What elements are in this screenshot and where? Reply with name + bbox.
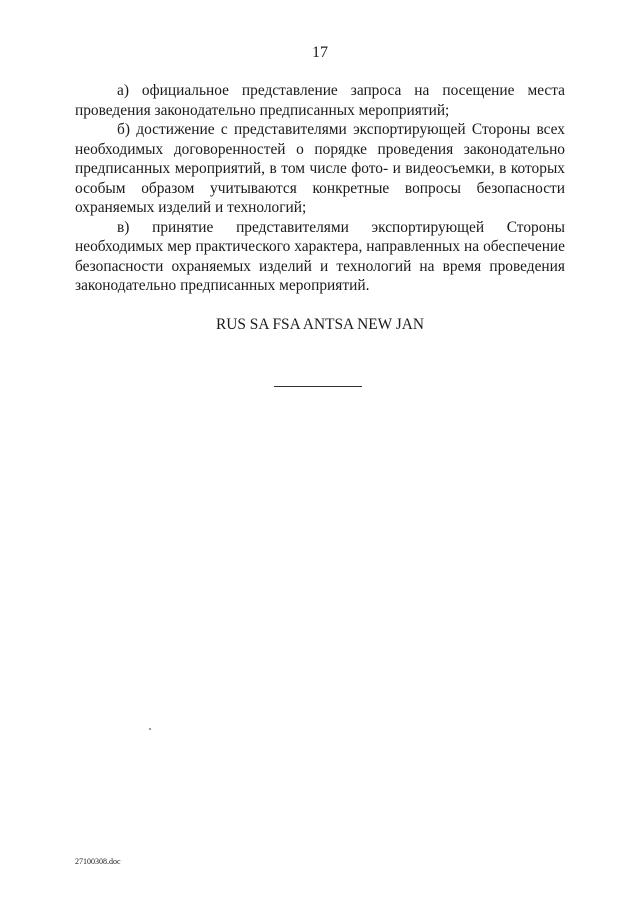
scan-speck [149,728,151,730]
paragraph-c: в) принятие представителями экспортирующей Стороны необходимых мер практического характера, направленных на обеспечение безопасности охраняемых изделий и технологий на время проведения законодательно предписанных мероприятий. [75,218,565,294]
document-code-line: RUS SA FSA ANTSA NEW JAN [216,316,424,333]
end-divider [274,386,362,387]
body-text [75,81,565,296]
footer-filename: 27100308.doc [75,857,121,866]
paragraph-a: а) официальное представление запроса на посещение места проведения законодательно предписанных мероприятий; [75,82,565,119]
page-number: 17 [312,44,328,61]
paragraph-b: б) достижение с представителями экспортирующей Стороны всех необходимых договоренностей о порядке проведения законодательно предписанных мероприятий, в том числе фото- и видеосъемки, в которых особым образом учитываются конкретные вопросы безопасности охраняемых изделий и технологий; [75,121,565,216]
